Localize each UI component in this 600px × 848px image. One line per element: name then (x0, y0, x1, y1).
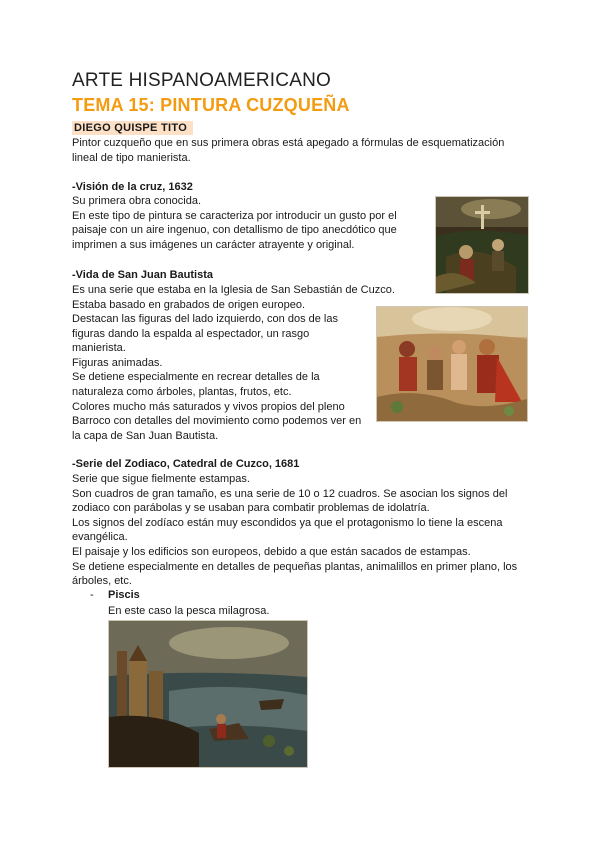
bullet-text-piscis: En este caso la pesca milagrosa. (108, 605, 270, 617)
intro-line: lineal de tipo manierista. (72, 151, 191, 164)
section-body-vision-cruz (72, 194, 426, 252)
body-line: árboles, etc. (72, 575, 132, 588)
body-line: Estaba basado en grabados de origen europeo. (72, 298, 306, 311)
intro-paragraph (72, 136, 527, 165)
body-line: la capa de San Juan Bautista. (72, 429, 219, 442)
painting-piscis (108, 620, 308, 768)
body-line: Serie que sigue fielmente estampas. (72, 473, 250, 485)
painting-piscis-image (109, 621, 307, 767)
painting-san-juan-bautista-image (377, 307, 527, 421)
bullet-marker: - (90, 589, 94, 601)
section-body-zodiaco (72, 472, 527, 589)
topic-title: TEMA 15: PINTURA CUZQUEÑA (72, 95, 350, 115)
section-body-san-juan-continued (72, 312, 366, 443)
body-line: manierista. (72, 342, 126, 355)
body-line: Destacan las figuras del lado izquierdo, con dos de las (72, 313, 338, 325)
body-line: Son cuadros de gran tamaño, es una serie de 10 o 12 cuadros. Se asocian los signos del (72, 487, 508, 500)
section-heading-vision-cruz: -Visión de la cruz, 1632 (72, 181, 193, 193)
body-line: El paisaje y los edificios son europeos, debido a que están sacados de estampas. (72, 545, 471, 558)
body-line: figuras dando la espalda al espectador, un rasgo (72, 327, 310, 340)
body-line: zodiaco con parábolas y se usaban para combatir problemas de idolatría. (72, 502, 430, 515)
course-title: ARTE HISPANOAMERICANO (72, 70, 331, 91)
section-heading-san-juan: -Vida de San Juan Bautista (72, 269, 214, 281)
author-name: DIEGO QUISPE TITO (72, 121, 193, 135)
intro-line: Pintor cuzqueño que en sus primera obras está apegado a fórmulas de esquematización (72, 137, 505, 149)
body-line: evangélica. (72, 531, 128, 544)
body-line: Se detiene especialmente en detalles de pequeñas plantas, animalillos en primer plano, los (72, 560, 518, 573)
body-line: imprimen a sus imágenes un carácter atrayente y original. (72, 238, 355, 251)
painting-vision-cruz-image (436, 197, 528, 293)
section-heading-zodiaco: -Serie del Zodiaco, Catedral de Cuzco, 1681 (72, 458, 300, 470)
body-line: Es una serie que estaba en la Iglesia de San Sebastián de Cuzco. (72, 284, 395, 296)
body-line: Colores mucho más saturados y vivos propios del pleno (72, 400, 345, 413)
body-line: Su primera obra conocida. (72, 195, 202, 207)
body-line: Figuras animadas. (72, 356, 163, 369)
body-line: Se detiene especialmente en recrear detalles de la (72, 371, 320, 384)
body-line: Barroco con detalles del movimiento como podemos ver en (72, 415, 362, 428)
section-body-san-juan (72, 283, 397, 312)
bullet-label-piscis: Piscis (108, 589, 140, 601)
painting-vision-cruz (435, 196, 529, 294)
body-line: En este tipo de pintura se caracteriza por introducir un gusto por el (72, 209, 397, 222)
body-line: naturaleza como árboles, plantas, frutos, etc. (72, 385, 292, 398)
painting-san-juan-bautista (376, 306, 528, 422)
body-line: paisaje con un aire ingenuo, con detallismo de tipo anecdótico que (72, 224, 397, 237)
body-line: Los signos del zodíaco están muy escondidos ya que el protagonismo lo tiene la escena (72, 516, 503, 529)
